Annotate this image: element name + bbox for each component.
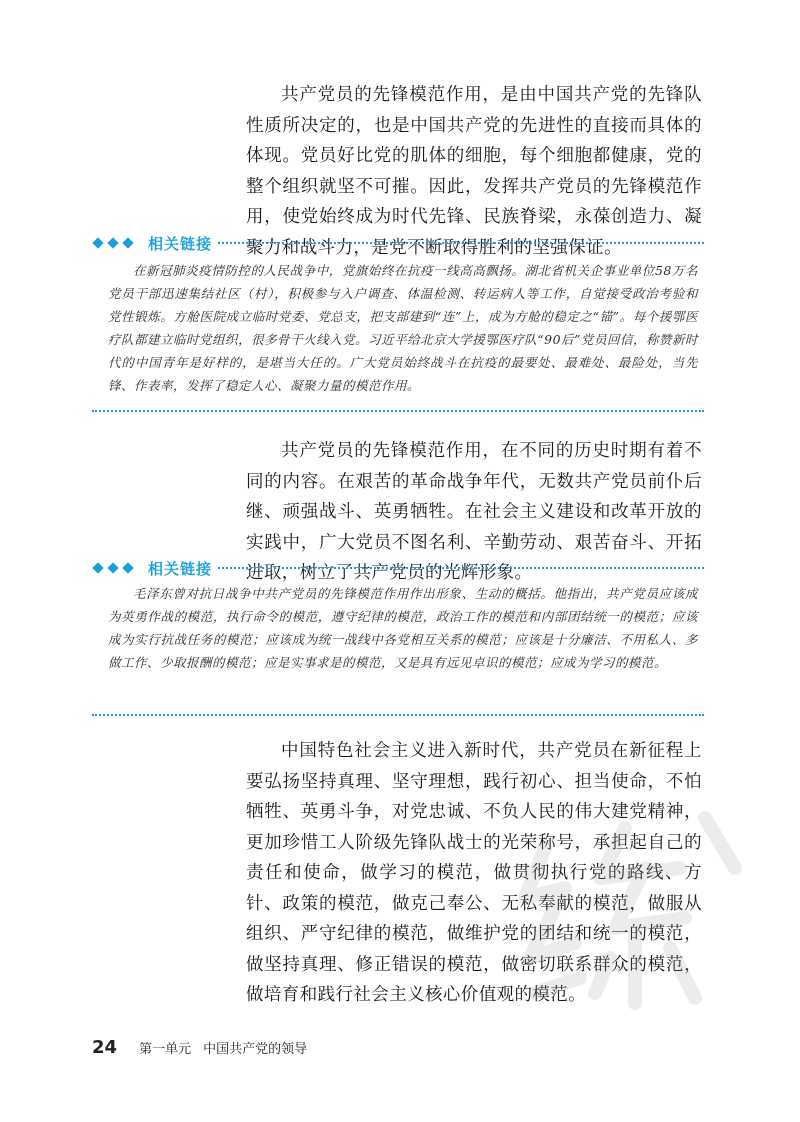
- page-footer: [92, 1037, 307, 1058]
- body-paragraph-1: 共产党员的先锋模范作用，是由中国共产党的先锋队性质所决定的，也是中国共产党的先进性的直接而具体的体现。党员好比党的肌体的细胞，每个细胞都健康，党的整个组织就坚不可摧。因此，发挥共产党员的先锋模范作用，使党始终成为时代先锋、民族脊梁，永葆创造力、凝聚力和战斗力，是党不断取得胜利的坚强保证。: [246, 85, 702, 258]
- related-link-title: 相关链接: [148, 559, 213, 578]
- dotted-divider: [218, 567, 704, 569]
- dotted-divider: [92, 410, 704, 412]
- dotted-divider: [218, 242, 704, 244]
- footer-unit: 第一单元: [139, 1042, 192, 1057]
- page-number: 24: [92, 1037, 118, 1058]
- related-link-header-1: [92, 232, 704, 254]
- diamond-bullets-icon: [92, 239, 134, 247]
- related-link-text-2: 毛泽东曾对抗日战争中共产党员的先锋模范作用作出形象、生动的概括。他指出，共产党员应该成为英勇作战的模范，执行命令的模范，遵守纪律的模范，政治工作的模范和内部团结统一的模范；应该成为实行抗战任务的模范；应该成为统一战线中各党相互关系的模范；应该是十分廉洁、不用私人、多做工作、少取报酬的模范；应是实事求是的模范，又是具有远见卓识的模范；应成为学习的模范。: [108, 586, 698, 670]
- related-link-header-2: [92, 557, 704, 579]
- diamond-bullets-icon: [92, 564, 134, 572]
- dotted-divider: [92, 714, 704, 716]
- related-link-title: 相关链接: [148, 234, 213, 253]
- related-link-text-1: 在新冠肺炎疫情防控的人民战争中，党旗始终在抗疫一线高高飘扬。湖北省机关企事业单位58万名党员干部迅速集结社区（村），积极参与入户调查、体温检测、转运病人等工作，自觉接受政治考验和党性锻炼。方舱医院成立临时党委、党总支，把支部建到“连”上，成为方舱的稳定之“锚”。每个援鄂医疗队都建立临时党组织，很多骨干火线入党。习近平给北京大学援鄂医疗队“90后”党员回信，称赞新时代的中国青年是好样的，是堪当大任的。广大党员始终战斗在抗疫的最要处、最难处、最险处，当先锋、作表率，发挥了稳定人心、凝聚力量的模范作用。: [108, 263, 698, 393]
- body-paragraph-3: 中国特色社会主义进入新时代，共产党员在新征程上要弘扬坚持真理、坚守理想，践行初心、担当使命，不怕牺牲、英勇斗争，对党忠诚、不负人民的伟大建党精神，更加珍惜工人阶级先锋队战士的光荣称号，承担起自己的责任和使命，做学习的模范，做贯彻执行党的路线、方针、政策的模范，做克己奉公、无私奉献的模范，做服从组织、严守纪律的模范，做维护党的团结和统一的模范，做坚持真理、修正错误的模范，做密切联系群众的模范，做培育和践行社会主义核心价值观的模范。: [246, 741, 702, 1005]
- body-paragraph-2: 共产党员的先锋模范作用，在不同的历史时期有着不同的内容。在艰苦的革命战争年代，无数共产党员前仆后继、顽强战斗、英勇牺牲。在社会主义建设和改革开放的实践中，广大党员不图名利、辛勤劳动、艰苦奋斗、开拓进取，树立了共产党员的光辉形象。: [246, 441, 702, 583]
- footer-title: 中国共产党的领导: [203, 1042, 308, 1057]
